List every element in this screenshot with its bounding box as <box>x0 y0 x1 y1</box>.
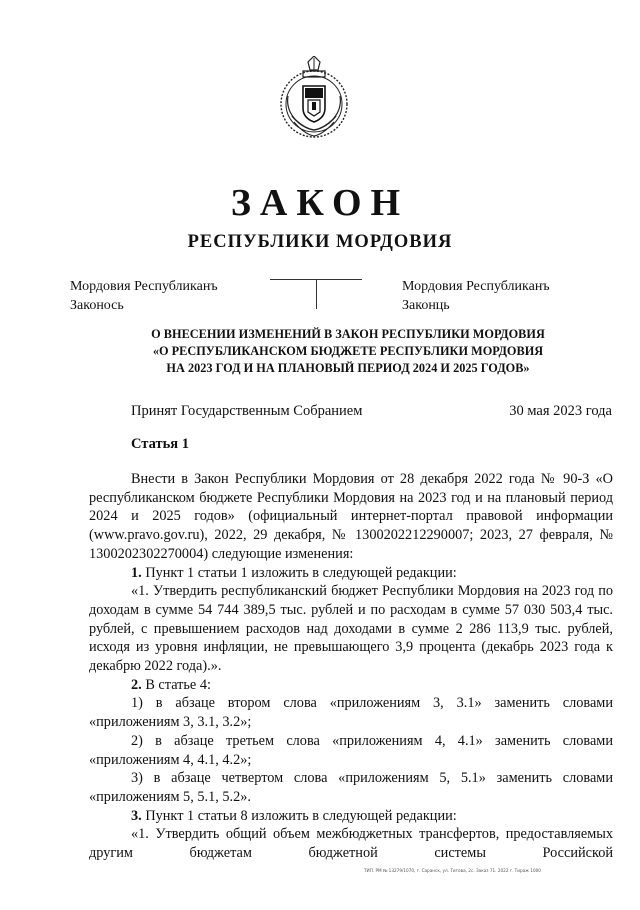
item-3-text: Пункт 1 статьи 8 изложить в следующей редакции: <box>145 807 457 824</box>
document-title: ЗАКОН <box>230 182 410 224</box>
amendment-title <box>128 326 568 377</box>
article-body <box>89 470 613 863</box>
article-intro-paragraph: Внести в Закон Республики Мордовия от 28 декабря 2022 года № 90-З «О республиканском бюджете Республики Мордовия на 2023 год и на плановый период 2024 и 2025 годов» (официальный интернет-портал правовой информации (www.pravo.gov.ru), 2022, 29 декабря, № 1300202212290007; 2023, 27 февраля, № 1300202302270004) следующие изменения: <box>89 471 613 562</box>
amendment-title-line2: «О РЕСПУБЛИКАНСКОМ БЮДЖЕТЕ РЕСПУБЛИКИ МОРДОВИЯ <box>152 344 544 358</box>
item-1-quote-paragraph: «1. Утвердить республиканский бюджет Республики Мордовия на 2023 год по доходам в сумме 54 744 389,5 тыс. рублей и по расходам в сумме 57 030 503,4 тыс. рублей, с превышением расходов над доходами в сумме 2 286 113,9 тыс. рублей, исходя из уровня инфляции, не превышающего 3,9 процента (декабрь 2023 года к декабрю 2022 года).». <box>89 583 613 675</box>
item-3-number: 3. <box>131 807 142 824</box>
mordovian-title-left <box>70 277 218 315</box>
amendment-title-line1: О ВНЕСЕНИИ ИЗМЕНЕНИЙ В ЗАКОН РЕСПУБЛИКИ МОРДОВИЯ <box>151 327 545 341</box>
adoption-date: 30 мая 2023 года <box>509 403 612 419</box>
header-divider-vertical <box>316 279 317 309</box>
mordovian-title-right-line2: Законць <box>402 298 450 313</box>
item-2-number: 2. <box>131 676 142 693</box>
item-1-paragraph <box>89 564 613 583</box>
article-heading: Статья 1 <box>131 436 189 452</box>
mordovian-title-right <box>402 277 550 315</box>
coat-of-arms-icon <box>274 56 354 142</box>
item-2-paragraph <box>89 676 613 695</box>
amendment-title-line3: НА 2023 ГОД И НА ПЛАНОВЫЙ ПЕРИОД 2024 И 2025 ГОДОВ» <box>166 361 530 375</box>
document-subtitle: РЕСПУБЛИКИ МОРДОВИЯ <box>187 232 453 252</box>
item-2-sub-1-paragraph: 1) в абзаце втором слова «приложениям 3, 3.1» заменить словами «приложениям 3, 3.1, 3.2»; <box>89 695 613 731</box>
item-1-text: Пункт 1 статьи 1 изложить в следующей редакции: <box>145 564 457 581</box>
item-3-quote-paragraph: «1. Утвердить общий объем межбюджетных трансфертов, предоставляемых другим бюджетам бюджетной системы Российской <box>89 826 613 862</box>
printing-footer: ТИП. РМ № 13279/1070, г. Саранск, ул. Титова, 2с. Заказ 71. 2022 г. Тираж 1000 <box>364 868 541 873</box>
mordovian-title-left-line1: Мордовия Республиканъ <box>70 279 218 294</box>
item-2-sub-2-paragraph: 2) в абзаце третьем слова «приложениям 4, 4.1» заменить словами «приложениям 4, 4.1, 4.2»; <box>89 732 613 768</box>
mordovian-title-left-line2: Законось <box>70 298 124 313</box>
item-2-sub-3-paragraph: 3) в абзаце четвертом слова «приложениям 5, 5.1» заменить словами «приложениям 5, 5.1, 5.2». <box>89 770 613 805</box>
item-2-text: В статье 4: <box>145 676 211 693</box>
item-1-number: 1. <box>131 564 142 581</box>
mordovian-title-right-line1: Мордовия Республиканъ <box>402 279 550 294</box>
adoption-statement: Принят Государственным Собранием <box>131 403 363 419</box>
item-3-paragraph <box>89 807 613 826</box>
